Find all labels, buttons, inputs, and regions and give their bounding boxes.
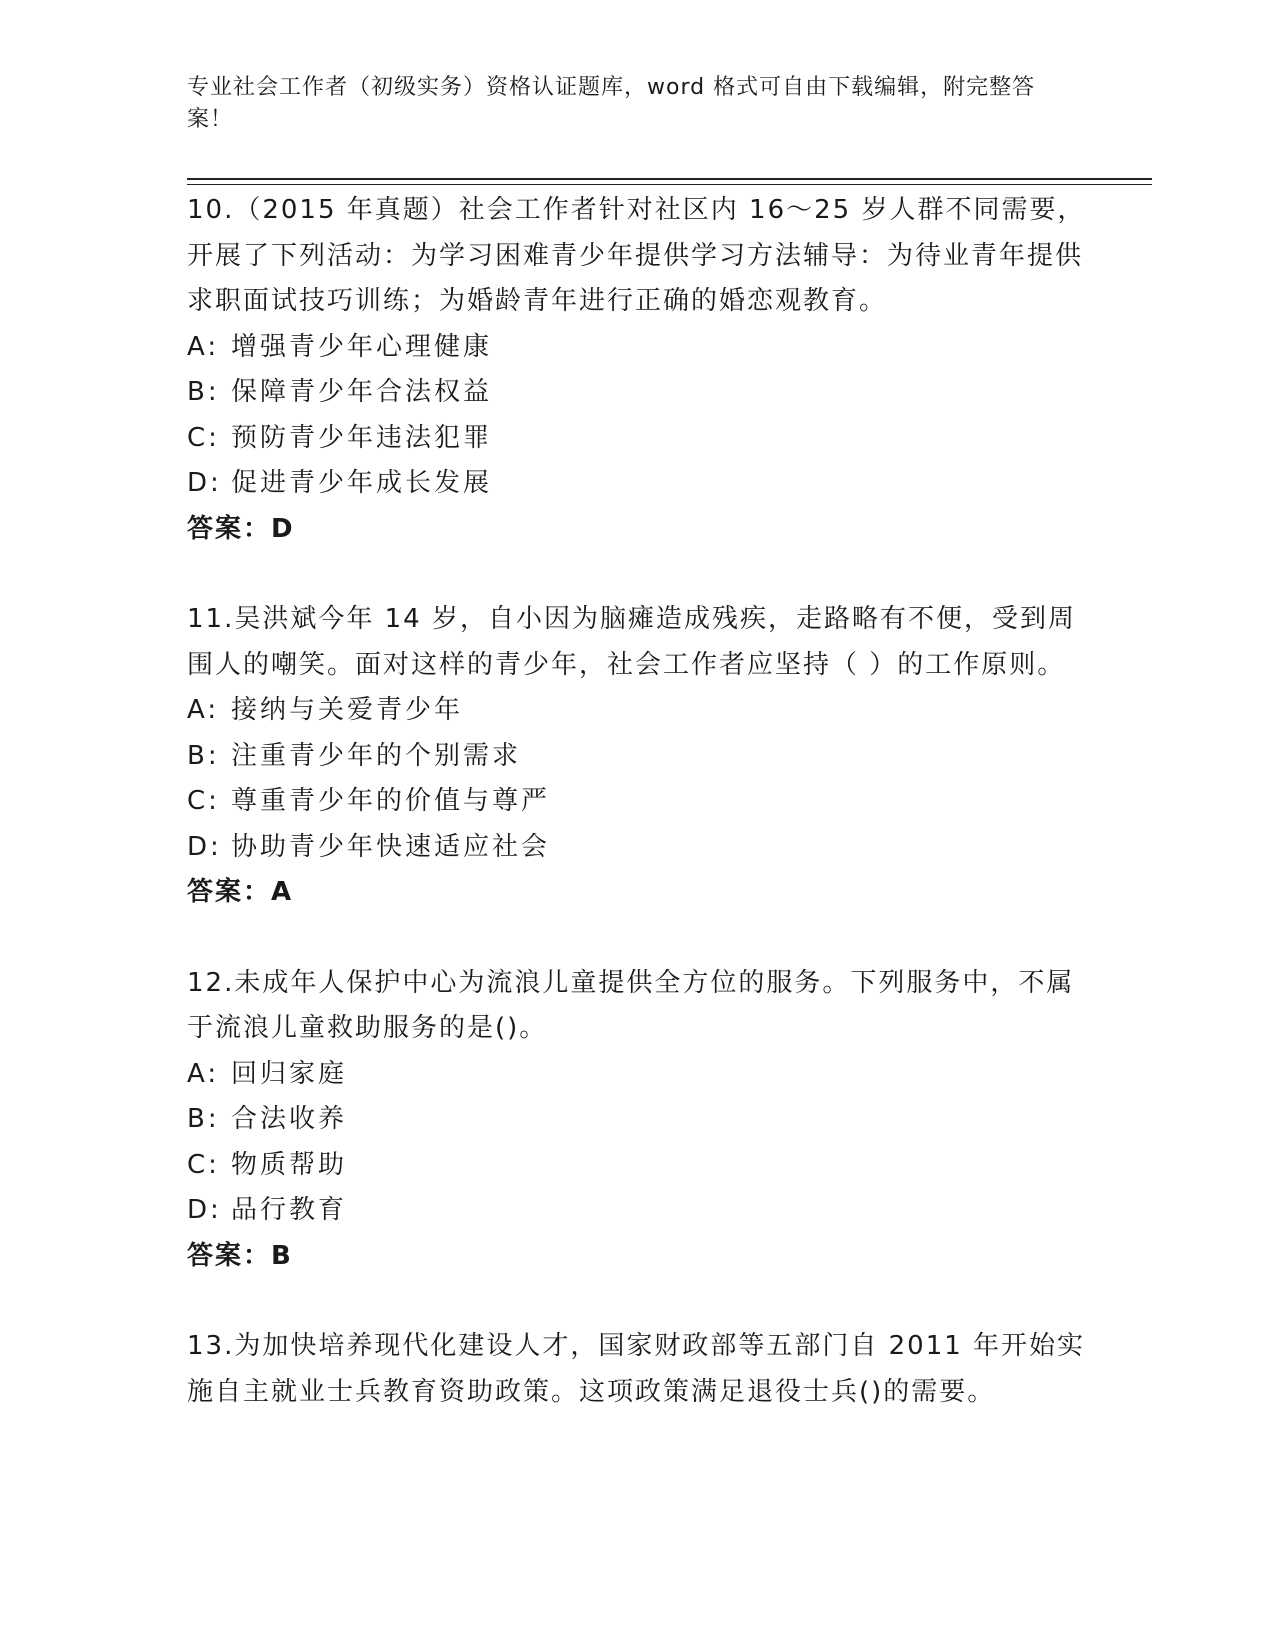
option-a	[187, 1052, 1087, 1098]
option-letter: C:	[187, 786, 220, 816]
option-letter: A:	[187, 331, 220, 362]
option-letter: C:	[187, 1149, 220, 1180]
option-text: 协助青少年快速适应社会	[231, 831, 551, 862]
option-letter: B:	[187, 377, 220, 407]
option-b	[187, 370, 1087, 416]
option-d	[187, 1188, 1087, 1234]
question-stem: 13.为加快培养现代化建设人才，国家财政部等五部门自 2011 年开始实施自主就业士兵教育资助政策。这项政策满足退役士兵()的需要。	[187, 1331, 1086, 1407]
option-text: 合法收养	[231, 1104, 348, 1134]
option-a	[187, 688, 1087, 734]
page-header: 专业社会工作者（初级实务）资格认证题库，word 格式可自由下载编辑，附完整答案！	[187, 75, 1036, 132]
answer-label: 答案：B	[187, 1240, 293, 1271]
question-13	[187, 1324, 1087, 1415]
option-text: 回归家庭	[231, 1058, 348, 1089]
option-letter: A:	[187, 1058, 220, 1089]
option-c	[187, 779, 1087, 825]
question-list	[187, 188, 1087, 1460]
option-text: 物质帮助	[231, 1149, 348, 1180]
option-text: 接纳与关爱青少年	[231, 695, 464, 725]
question-stem: 12.未成年人保护中心为流浪儿童提供全方位的服务。下列服务中，不属于流浪儿童救助服务的是()。	[187, 967, 1075, 1043]
option-letter: D:	[187, 468, 222, 498]
option-letter: A:	[187, 695, 220, 725]
option-c	[187, 416, 1087, 462]
option-b	[187, 1097, 1087, 1143]
option-c	[187, 1143, 1087, 1189]
option-text: 注重青少年的个别需求	[231, 740, 522, 771]
option-letter: C:	[187, 422, 220, 453]
answer-label: 答案：D	[187, 513, 295, 544]
question-11	[187, 597, 1087, 916]
option-text: 促进青少年成长发展	[231, 468, 493, 498]
option-d	[187, 461, 1087, 507]
question-12	[187, 961, 1087, 1280]
option-letter: B:	[187, 740, 220, 771]
option-letter: D:	[187, 1195, 222, 1225]
option-a	[187, 325, 1087, 371]
question-stem: 10.（2015 年真题）社会工作者针对社区内 16～25 岁人群不同需要，开展了下列活动：为学习困难青少年提供学习方法辅导：为待业青年提供求职面试技巧训练；为婚龄青年进行正确的婚恋观教育。	[187, 195, 1086, 316]
answer-label: 答案：A	[187, 877, 294, 907]
option-text: 保障青少年合法权益	[231, 377, 493, 407]
option-text: 增强青少年心理健康	[231, 331, 493, 362]
option-d	[187, 825, 1087, 871]
option-text: 预防青少年违法犯罪	[231, 422, 493, 453]
option-letter: B:	[187, 1104, 220, 1134]
header-rule-thick	[187, 178, 1152, 180]
option-text: 品行教育	[231, 1195, 348, 1225]
question-stem: 11.吴洪斌今年 14 岁，自小因为脑瘫造成残疾，走路略有不便，受到周围人的嘲笑。面对这样的青少年，社会工作者应坚持（ ）的工作原则。	[187, 604, 1076, 680]
question-10	[187, 188, 1087, 552]
header-rule-thin	[187, 184, 1152, 185]
option-letter: D:	[187, 831, 222, 862]
option-b	[187, 734, 1087, 780]
option-text: 尊重青少年的价值与尊严	[231, 786, 551, 816]
